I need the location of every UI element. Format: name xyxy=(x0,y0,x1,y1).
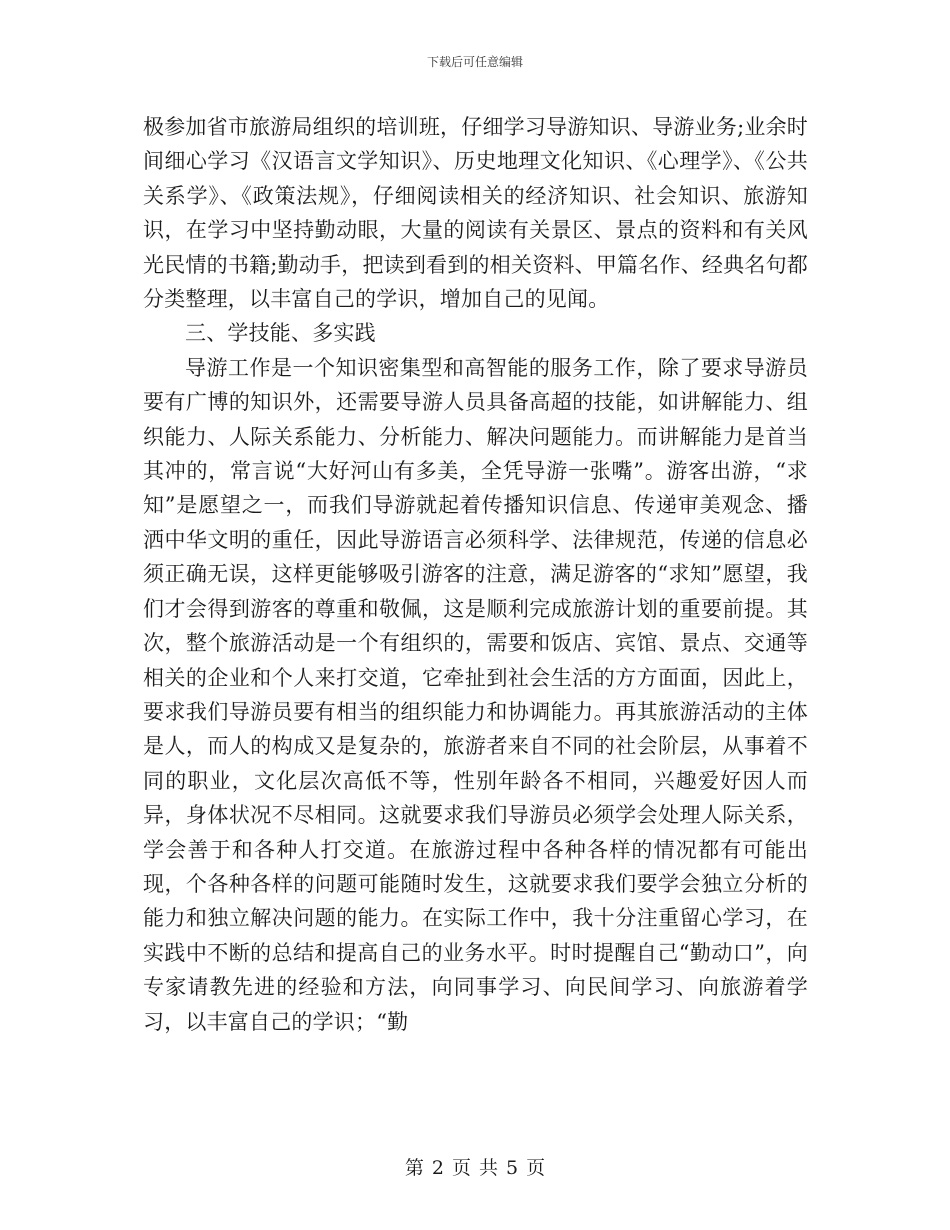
paragraph: 导游工作是一个知识密集型和高智能的服务工作，除了要求导游员要有广博的知识外，还需要导游人员具备高超的技能，如讲解能力、组织能力、人际关系能力、分析能力、解决问题能力。而讲解能力是首当其冲的，常言说“大好河山有多美，全凭导游一张嘴”。游客出游，“求知”是愿望之一，而我们导游就起着传播知识信息、传递审美观念、播洒中华文明的重任，因此导游语言必须科学、法律规范，传递的信息必须正确无误，这样更能够吸引游客的注意，满足游客的“求知”愿望，我们才会得到游客的尊重和敬佩，这是顺利完成旅游计划的重要前提。其次，整个旅游活动是一个有组织的，需要和饭店、宾馆、景点、交通等相关的企业和个人来打交道，它牵扯到社会生活的方方面面，因此上，要求我们导游员要有相当的组织能力和协调能力。再其旅游活动的主体是人，而人的构成又是复杂的，旅游者来自不同的社会阶层，从事着不同的职业，文化层次高低不等，性别年龄各不相同，兴趣爱好因人而异，身体状况不尽相同。这就要求我们导游员必须学会处理人际关系，学会善于和各种人打交道。在旅游过程中各种各样的情况都有可能出现，个各种各样的问题可能随时发生，这就要求我们要学会独立分析的能力和独立解决问题的能力。在实际工作中，我十分注重留心学习，在实践中不断的总结和提高自己的业务水平。时时提醒自己“勤动口”，向专家请教先进的经验和方法，向同事学习、向民间学习、向旅游着学习，以丰富自己的学识；“勤 xyxy=(143,355,808,1034)
footer-total-prefix: 共 xyxy=(479,1157,499,1179)
body-text xyxy=(143,110,808,1039)
footer-total-pages: 5 xyxy=(506,1157,519,1179)
paragraph: 极参加省市旅游局组织的培训班，仔细学习导游知识、导游业务;业余时间细心学习《汉语言文学知识》、历史地理文化知识、《心理学》、《公共关系学》、《政策法规》，仔细阅读相关的经济知识、社会知识、旅游知识，在学习中坚持勤动眼，大量的阅读有关景区、景点的资料和有关风光民情的书籍;勤动手，把读到看到的相关资料、甲篇名作、经典名句都分类整理，以丰富自己的学识，增加自己的见闻。 xyxy=(143,115,808,312)
page-footer xyxy=(0,1153,950,1180)
header-note: 下载后可任意编辑 xyxy=(426,55,523,69)
footer-total-unit: 页 xyxy=(526,1157,546,1179)
section-heading: 三、学技能、多实践 xyxy=(185,321,376,346)
footer-current-page: 2 xyxy=(431,1157,444,1179)
footer-prefix: 第 xyxy=(404,1157,424,1179)
footer-page-unit: 页 xyxy=(451,1157,471,1179)
